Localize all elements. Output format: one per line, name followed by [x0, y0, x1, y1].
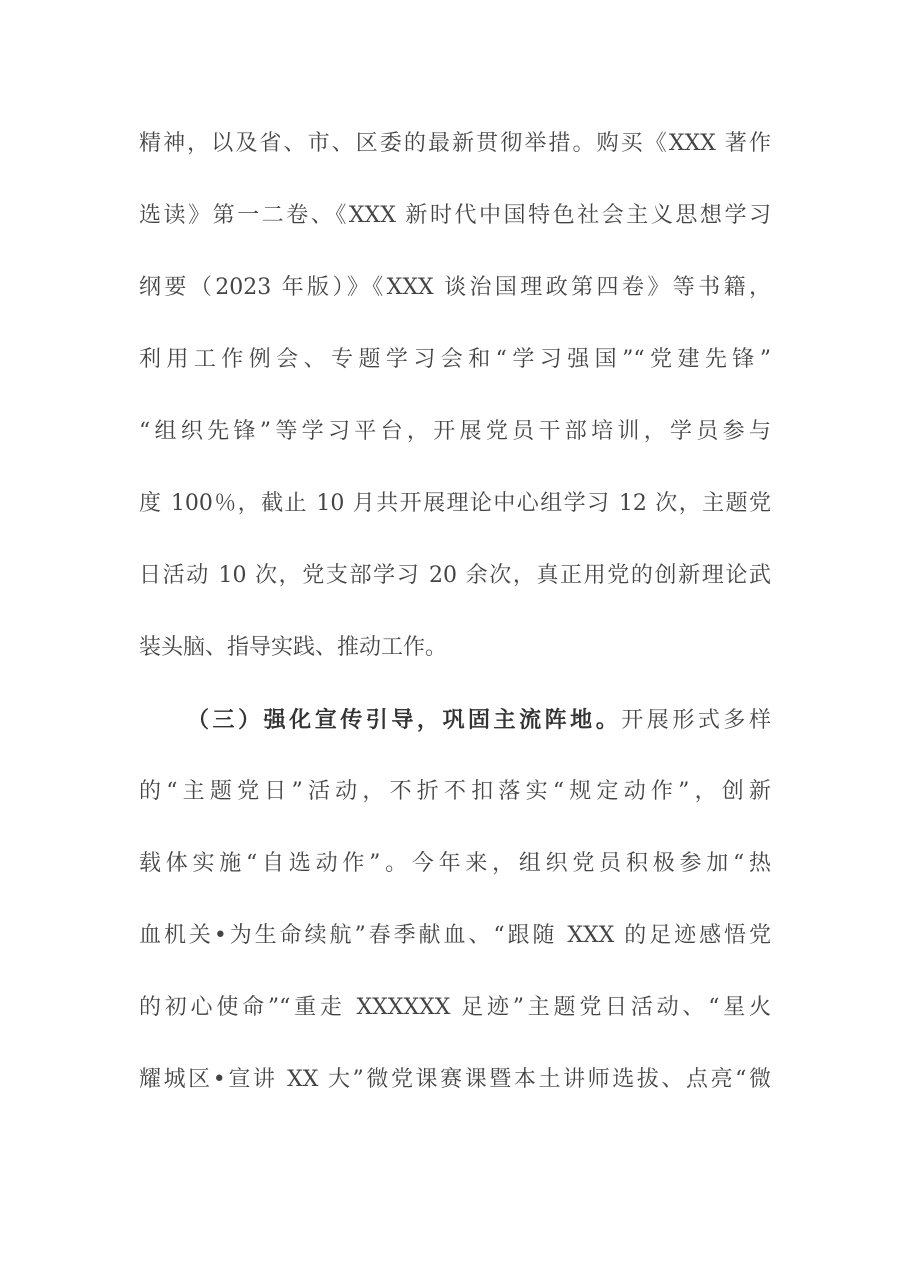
paragraph-line: 的“主题党日”活动，不折不扣落实“规定动作”，创新	[139, 779, 771, 804]
paragraph-line: 纲要（2023 年版）》《XXX 谈治国理政第四卷》等书籍，	[139, 275, 771, 300]
paragraph-line: 耀城区•宣讲 XX 大”微党课赛课暨本土讲师选拔、点亮“微	[139, 1067, 771, 1092]
section-heading-line	[139, 692, 771, 764]
section-heading-rest: 开展形式多样	[621, 708, 771, 733]
paragraph-line: 精神，以及省、市、区委的最新贯彻举措。购买《XXX 著作	[139, 131, 771, 156]
section-heading: （三）强化宣传引导，巩固主流阵地。	[187, 707, 622, 733]
paragraph-line: 选读》第一二卷、《XXX 新时代中国特色社会主义思想学习	[139, 203, 771, 228]
paragraph-line: 载体实施“自选动作”。今年来，组织党员积极参加“热	[139, 851, 771, 876]
paragraph-line: 的初心使命”“重走 XXXXXX 足迹”主题党日活动、“星火	[139, 995, 771, 1020]
paragraph-line: 血机关•为生命续航”春季献血、“跟随 XXX 的足迹感悟党	[139, 923, 771, 948]
document-body	[139, 116, 771, 1124]
paragraph-line: 度 100％，截止 10 月共开展理论中心组学习 12 次，主题党	[139, 491, 771, 516]
paragraph-line: 日活动 10 次，党支部学习 20 余次，真正用党的创新理论武	[139, 563, 771, 588]
paragraph-line: “组织先锋”等学习平台，开展党员干部培训，学员参与	[139, 419, 771, 444]
paragraph-line: 装头脑、指导实践、推动工作。	[139, 635, 448, 660]
paragraph-line: 利用工作例会、专题学习会和“学习强国”“党建先锋”	[139, 347, 771, 372]
